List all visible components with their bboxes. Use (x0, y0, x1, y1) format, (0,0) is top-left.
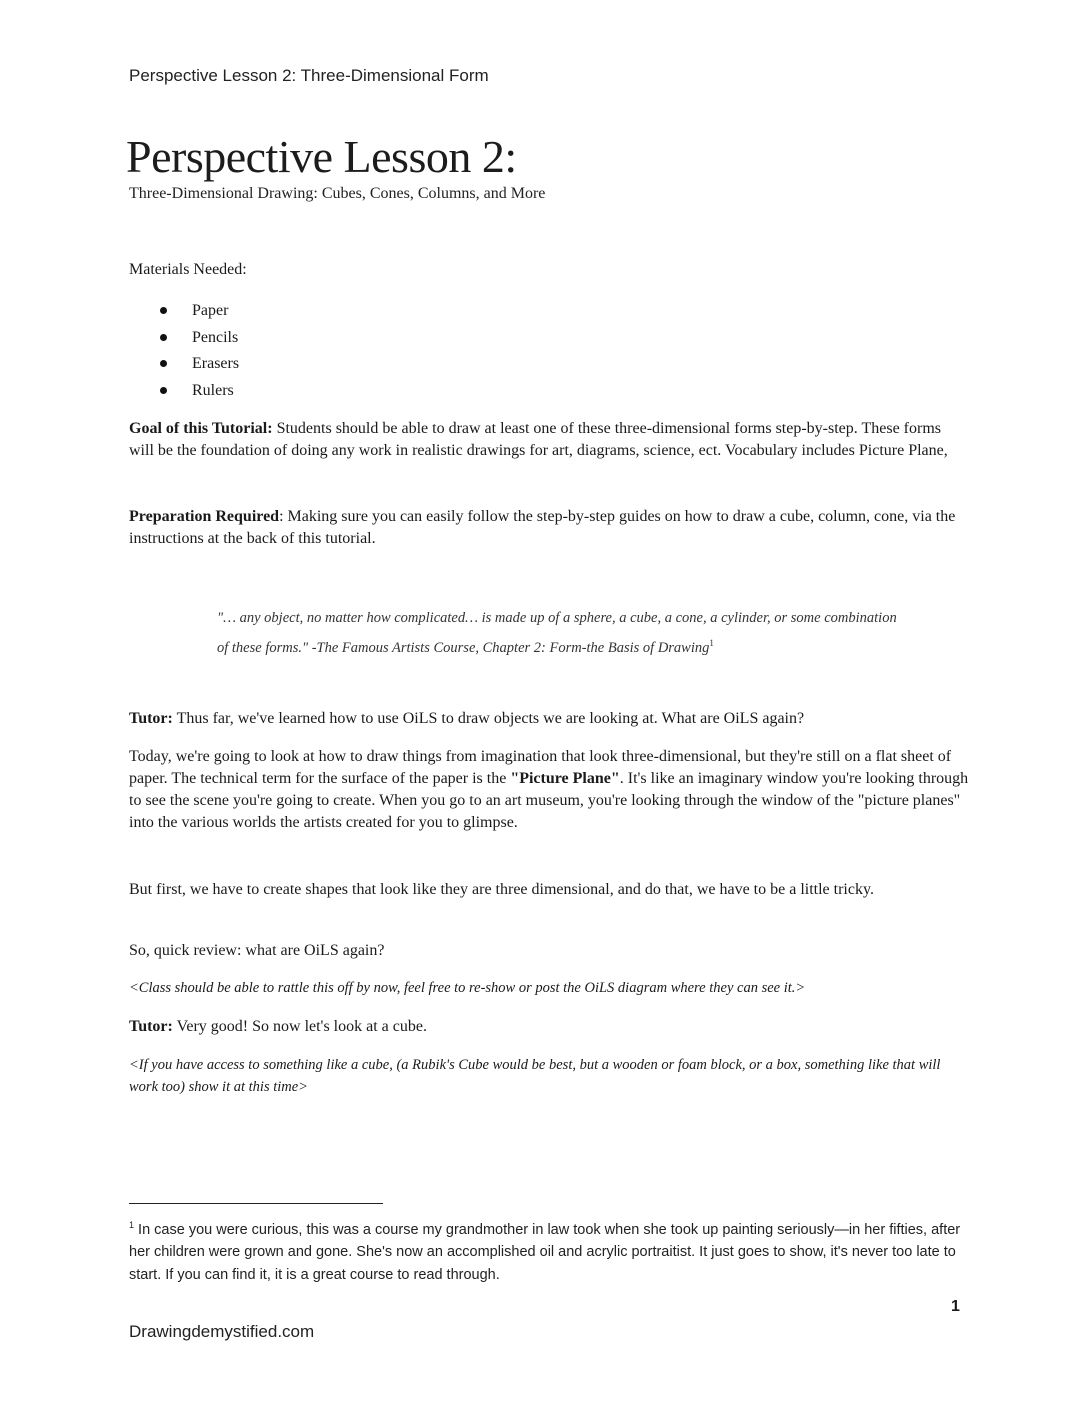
page-title: Perspective Lesson 2: (126, 131, 517, 182)
bullet-icon (160, 387, 167, 394)
goal-paragraph (129, 418, 969, 462)
material-item-pencils: Pencils (192, 328, 239, 346)
footnote-number: 1 (129, 1220, 135, 1230)
today-paragraph (129, 746, 969, 834)
page-number: 1 (951, 1298, 960, 1315)
page-subtitle: Three-Dimensional Drawing: Cubes, Cones, Columns, and More (129, 185, 546, 202)
bullet-icon (160, 334, 167, 341)
list-item (160, 353, 239, 380)
quote-block (217, 606, 897, 661)
goal-label: Goal of this Tutorial: (129, 420, 273, 437)
preparation-text: : Making sure you can easily follow the step-by-step guides on how to draw a cube, column, cone, via the instructions at the back of this tutorial. (129, 508, 956, 547)
goal-text: Students should be able to draw at least one of these three-dimensional forms step-by-step. These forms will be the foundation of doing any work in realistic drawings for art, diagrams, science, ect. Vocabulary includes Picture Plane, (129, 420, 948, 459)
bullet-icon (160, 360, 167, 367)
quote-text: "… any object, no matter how complicated… is made up of a sphere, a cube, a cone, a cylinder, or some combination of these forms." -The Famous Artists Course, Chapter 2: Form-the Basis of Drawing (217, 610, 897, 656)
tutor-label: Tutor: (129, 710, 173, 727)
class-note-1: <Class should be able to rattle this off by now, feel free to re-show or post the OiLS diagram where they can see it.> (129, 980, 806, 996)
first-paragraph: But first, we have to create shapes that look like they are three dimensional, and do that, we have to be a little tricky. (129, 881, 874, 898)
today-text-after: . It's like an imaginary window you're looking through to see the scene you're going to create. When you go to an art museum, you're looking through the window of the "picture planes" into the various worlds the artists created for you to glimpse. (129, 770, 969, 831)
footnote-ref: 1 (709, 638, 714, 648)
material-item-rulers: Rulers (192, 381, 234, 399)
footnote (129, 1214, 969, 1286)
page-header: Perspective Lesson 2: Three-Dimensional Form (129, 66, 489, 85)
footnote-text: In case you were curious, this was a course my grandmother in law took when she took up painting seriously—in her fifties, after her children were grown and gone. She's now an accomplished oil and acrylic portraitist. It just goes to show, it's never too late to start. If you can find it, it is a great course to read through. (129, 1221, 961, 1283)
materials-label: Materials Needed: (129, 261, 247, 278)
class-note-2: <If you have access to something like a cube, (a Rubik's Cube would be best, but a wooden or foam block, or a box, something like that will work too) show it at this time> (129, 1057, 941, 1095)
preparation-paragraph (129, 506, 969, 550)
list-item (160, 300, 239, 327)
tutor-label: Tutor: (129, 1018, 173, 1035)
picture-plane-term: "Picture Plane" (510, 770, 620, 787)
review-paragraph: So, quick review: what are OiLS again? (129, 942, 385, 959)
list-item (160, 380, 239, 407)
materials-list (160, 300, 239, 406)
tutor-paragraph-1 (129, 708, 969, 730)
page-footer: Drawingdemystified.com (129, 1322, 315, 1341)
footnote-divider (129, 1203, 383, 1204)
material-item-paper: Paper (192, 302, 229, 319)
tutor-text: Very good! So now let's look at a cube. (172, 1018, 427, 1035)
bullet-icon (160, 307, 167, 314)
list-item (160, 327, 239, 354)
material-item-erasers: Erasers (192, 355, 240, 372)
tutor-text: Thus far, we've learned how to use OiLS to draw objects we are looking at. What are OiLS again? (172, 710, 805, 727)
today-text-before: Today, we're going to look at how to draw things from imagination that look three-dimensional, but they're still on a flat sheet of paper. The technical term for the surface of the paper is the (129, 748, 952, 787)
preparation-label: Preparation Required (129, 508, 280, 525)
tutor-paragraph-2 (129, 1016, 969, 1038)
